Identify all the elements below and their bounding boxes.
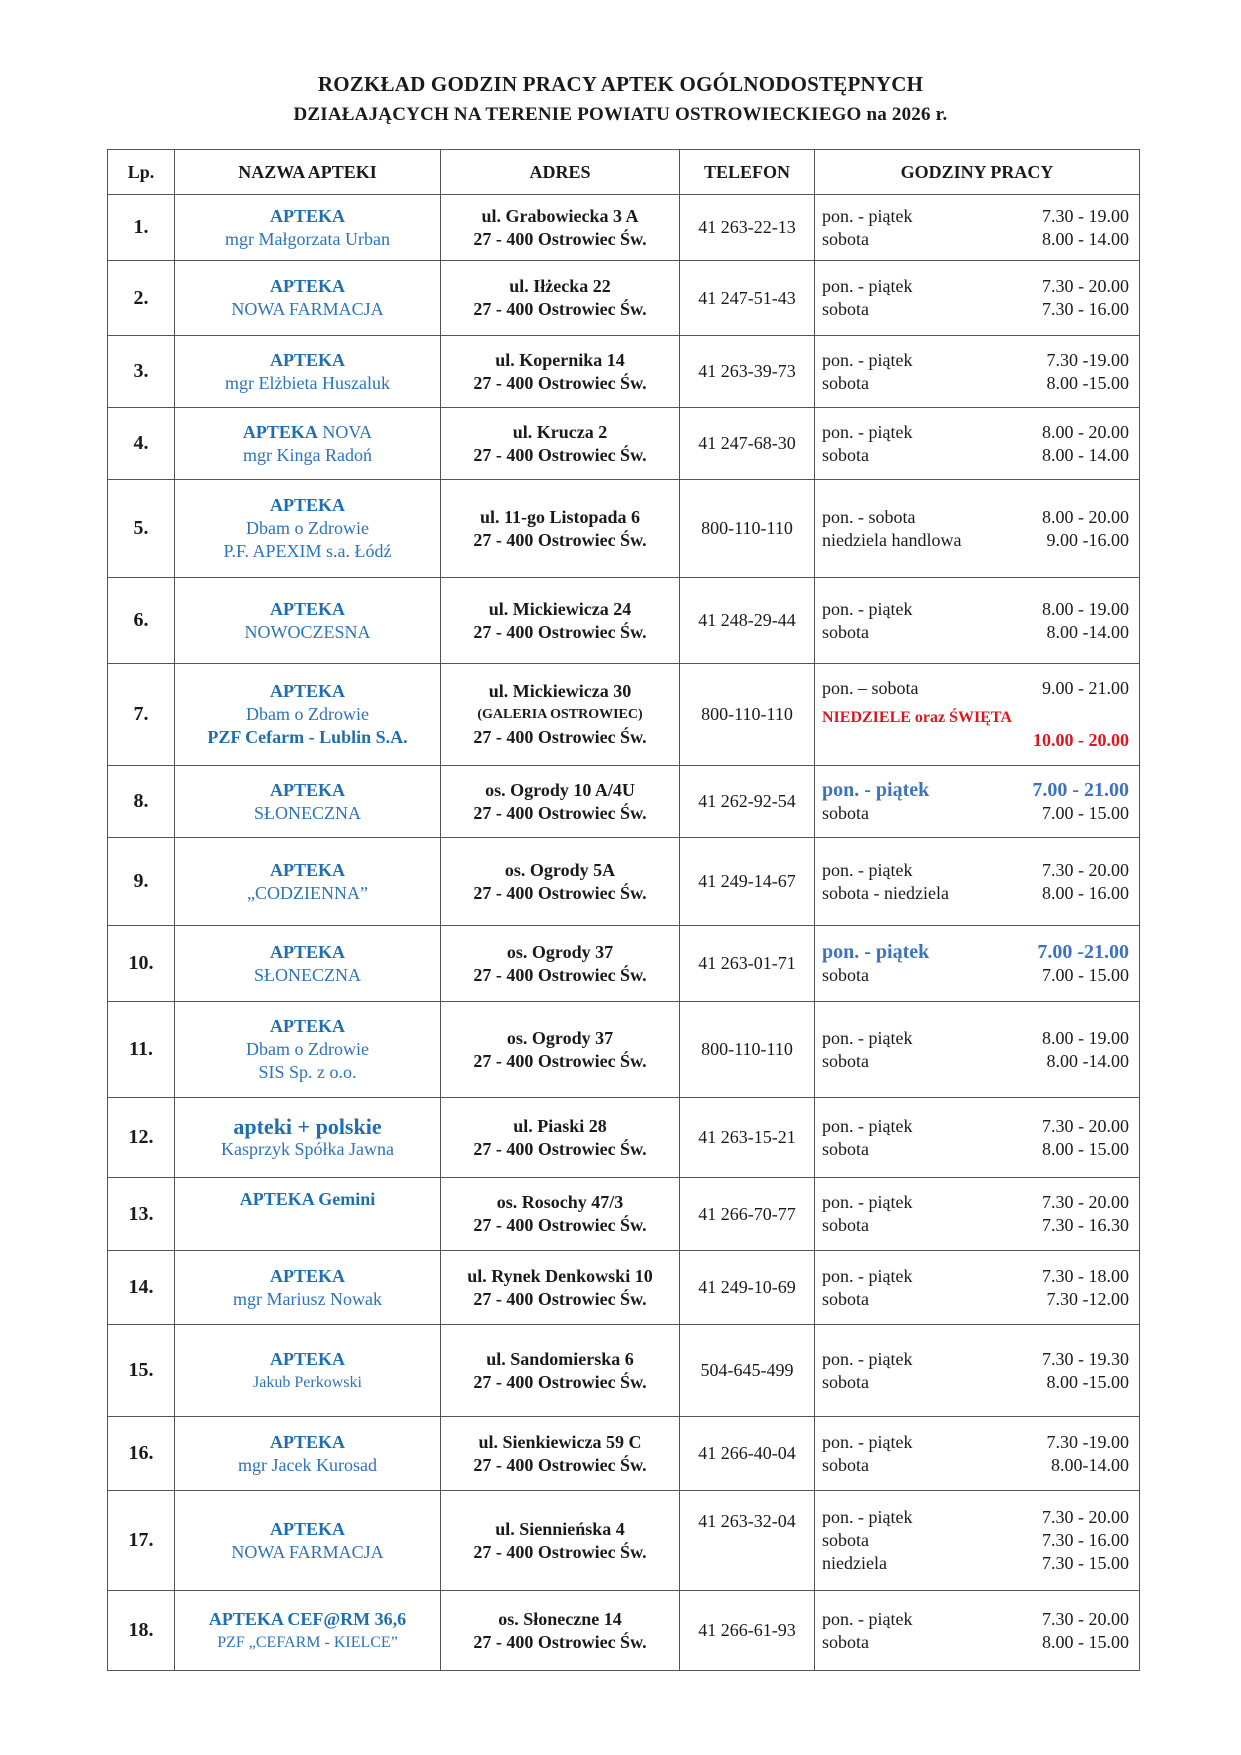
pharmacy-phone: 41 263-22-13	[680, 195, 815, 261]
pharmacy-phone: 41 263-39-73	[680, 336, 815, 408]
address-line: os. Ogrody 37	[506, 1027, 614, 1048]
opening-hours	[815, 480, 1140, 578]
hours-time: 7.30 - 19.30	[1042, 1348, 1129, 1369]
hours-time: 9.00 -16.00	[1046, 529, 1129, 550]
hours-days: sobota	[822, 964, 869, 985]
hours-days: sobota	[822, 1215, 869, 1235]
hours-days: sobota	[822, 802, 869, 823]
name-line: NOWOCZESNA	[244, 621, 371, 642]
hours-time: 8.00 - 14.00	[1042, 228, 1129, 249]
name-line: Dbam o Zdrowie	[246, 518, 369, 538]
hours-time: 7.30 - 20.00	[1042, 1608, 1129, 1629]
address-line: os. Słoneczne 14	[498, 1608, 622, 1629]
address-line: 27 - 400 Ostrowiec Św.	[473, 1050, 647, 1071]
name-line: SIS Sp. z o.o.	[258, 1062, 357, 1082]
hours-time: 7.30 - 20.00	[1042, 276, 1129, 296]
opening-hours	[815, 1417, 1140, 1491]
pharmacy-phone: 41 266-61-93	[680, 1591, 815, 1671]
opening-hours	[815, 1178, 1140, 1251]
hours-days: pon. - piątek	[822, 1115, 913, 1136]
hours-days: sobota	[822, 1631, 869, 1652]
pharmacy-name	[175, 766, 441, 838]
row-number: 3.	[108, 336, 175, 408]
table-header-row	[108, 150, 1140, 195]
address-line: 27 - 400 Ostrowiec Św.	[473, 372, 647, 393]
hours-days: sobota	[822, 228, 869, 249]
pharmacy-name	[175, 664, 441, 766]
hours-days: pon. - piątek	[822, 1192, 913, 1212]
name-line: APTEKA	[269, 1431, 345, 1452]
hours-time: 7.30 - 20.00	[1042, 1115, 1129, 1136]
name-line: Kasprzyk Spółka Jawna	[221, 1138, 394, 1159]
pharmacy-phone: 41 247-51-43	[680, 261, 815, 336]
hours-time: 8.00 - 15.00	[1042, 1138, 1129, 1159]
name-line: APTEKA	[269, 1348, 345, 1369]
pharmacy-name	[175, 1098, 441, 1178]
hours-days: pon. - piątek	[822, 778, 930, 801]
address-line: 27 - 400 Ostrowiec Św.	[473, 964, 647, 985]
opening-hours	[815, 926, 1140, 1002]
hours-days: pon. - piątek	[822, 205, 913, 226]
hours-time: 7.30 - 20.00	[1042, 1507, 1129, 1527]
opening-hours	[815, 578, 1140, 664]
hours-time: 7.30 - 16.00	[1042, 1530, 1129, 1550]
address-line: os. Ogrody 37	[506, 941, 614, 962]
name-line: PZF Cefarm - Lublin S.A.	[207, 727, 408, 747]
name-line: APTEKA	[269, 681, 345, 701]
name-line: mgr Jacek Kurosad	[238, 1454, 377, 1475]
name-line: APTEKA	[269, 1518, 345, 1539]
address-line: ul. Siennieńska 4	[495, 1518, 625, 1539]
pharmacy-name	[175, 1325, 441, 1417]
hours-time: 7.30 -19.00	[1046, 1431, 1129, 1452]
table-row	[108, 1002, 1140, 1098]
pharmacy-address	[441, 1002, 680, 1098]
hours-days: pon. - piątek	[822, 1608, 913, 1629]
pharmacy-phone: 41 266-70-77	[680, 1178, 815, 1251]
opening-hours	[815, 766, 1140, 838]
name-line: Dbam o Zdrowie	[246, 704, 369, 724]
address-line: ul. Krucza 2	[512, 421, 608, 442]
pharmacy-address	[441, 261, 680, 336]
pharmacy-phone: 800-110-110	[680, 480, 815, 578]
hours-time: 8.00 - 16.00	[1042, 882, 1129, 903]
name-line: APTEKA	[269, 276, 345, 296]
address-line: 27 - 400 Ostrowiec Św.	[473, 444, 647, 465]
name-line: mgr Kinga Radoń	[243, 444, 372, 465]
address-line: 27 - 400 Ostrowiec Św.	[473, 1288, 647, 1309]
pharmacy-name	[175, 1251, 441, 1325]
hours-time: 7.00 -21.00	[1037, 940, 1129, 963]
table-row	[108, 766, 1140, 838]
pharmacy-phone: 41 248-29-44	[680, 578, 815, 664]
pharmacy-name	[175, 261, 441, 336]
hours-time: 7.00 - 21.00	[1032, 778, 1129, 801]
address-line: ul. Iłżecka 22	[509, 276, 611, 296]
address-line: os. Ogrody 5A	[504, 859, 616, 880]
address-line: ul. Rynek Denkowski 10	[467, 1265, 653, 1286]
page-subtitle: DZIAŁAJĄCYCH NA TERENIE POWIATU OSTROWIECKIEGO na 2026 r.	[293, 104, 948, 125]
pharmacy-phone: 41 263-01-71	[680, 926, 815, 1002]
pharmacy-name	[175, 1491, 441, 1591]
table-row	[108, 1178, 1140, 1251]
name-line: APTEKA	[269, 1016, 345, 1036]
name-line: „CODZIENNA”	[247, 882, 368, 903]
name-line: APTEKA	[269, 779, 345, 800]
pharmacy-phone: 800-110-110	[680, 664, 815, 766]
hours-days: pon. - piątek	[822, 1265, 913, 1286]
row-number: 13.	[108, 1178, 175, 1251]
hours-days: niedziela handlowa	[822, 529, 962, 550]
pharmacy-address	[441, 480, 680, 578]
address-line: ul. Grabowiecka 3 A	[481, 205, 639, 226]
table-row	[108, 1417, 1140, 1491]
name-line: APTEKA	[269, 349, 345, 370]
opening-hours	[815, 336, 1140, 408]
address-line: 27 - 400 Ostrowiec Św.	[473, 1454, 647, 1475]
hours-time: 7.30 - 19.00	[1042, 205, 1129, 226]
hours-days: pon. - piątek	[822, 1431, 913, 1452]
header-hours: GODZINY PRACY	[815, 150, 1140, 195]
pharmacy-address	[441, 1591, 680, 1671]
table-row	[108, 480, 1140, 578]
address-line: (GALERIA OSTROWIEC)	[477, 707, 643, 722]
page-title: ROZKŁAD GODZIN PRACY APTEK OGÓLNODOSTĘPNYCH	[317, 72, 924, 96]
pharmacy-address	[441, 195, 680, 261]
name-line: mgr Mariusz Nowak	[233, 1288, 382, 1309]
hours-days: sobota	[822, 1050, 869, 1071]
hours-time: 7.30 - 18.00	[1042, 1265, 1129, 1286]
header-name: NAZWA APTEKI	[175, 150, 441, 195]
address-line: 27 - 400 Ostrowiec Św.	[473, 621, 647, 642]
row-number: 4.	[108, 408, 175, 480]
name-line: P.F. APEXIM s.a. Łódź	[223, 541, 392, 561]
pharmacy-phone: 41 262-92-54	[680, 766, 815, 838]
pharmacy-name	[175, 578, 441, 664]
pharmacy-address	[441, 578, 680, 664]
table-row	[108, 926, 1140, 1002]
table-row	[108, 408, 1140, 480]
address-line: 27 - 400 Ostrowiec Św.	[473, 1215, 647, 1235]
name-line: APTEKA	[242, 421, 318, 442]
address-line: 27 - 400 Ostrowiec Św.	[473, 727, 647, 747]
row-number: 8.	[108, 766, 175, 838]
header-address: ADRES	[441, 150, 680, 195]
pharmacy-phone: 800-110-110	[680, 1002, 815, 1098]
pharmacy-name	[175, 408, 441, 480]
pharmacy-phone: 41 266-40-04	[680, 1417, 815, 1491]
row-number: 2.	[108, 261, 175, 336]
hours-time: 8.00 - 14.00	[1042, 444, 1129, 465]
opening-hours	[815, 261, 1140, 336]
table-row	[108, 1098, 1140, 1178]
name-line: NOWA FARMACJA	[231, 299, 384, 319]
address-line: 27 - 400 Ostrowiec Św.	[473, 228, 647, 249]
hours-days: pon. – sobota	[822, 678, 919, 698]
address-line: 27 - 400 Ostrowiec Św.	[473, 1371, 647, 1392]
row-number: 10.	[108, 926, 175, 1002]
row-number: 17.	[108, 1491, 175, 1591]
pharmacy-address	[441, 926, 680, 1002]
hours-time: 8.00-14.00	[1051, 1454, 1129, 1475]
name-line: APTEKA	[269, 941, 345, 962]
hours-days: pon. - piątek	[822, 598, 913, 619]
hours-days: pon. - piątek	[822, 859, 913, 880]
pharmacy-phone: 504-645-499	[680, 1325, 815, 1417]
hours-time: 7.30 - 20.00	[1042, 1192, 1129, 1212]
row-number: 14.	[108, 1251, 175, 1325]
pharmacy-name	[175, 926, 441, 1002]
address-line: 27 - 400 Ostrowiec Św.	[473, 882, 647, 903]
opening-hours	[815, 1251, 1140, 1325]
name-line: APTEKA	[269, 859, 345, 880]
pharmacy-address	[441, 1417, 680, 1491]
address-line: 27 - 400 Ostrowiec Św.	[473, 1541, 647, 1562]
pharmacy-address	[441, 1178, 680, 1251]
opening-hours	[815, 1325, 1140, 1417]
pharmacy-name	[175, 838, 441, 926]
hours-days: pon. - piątek	[822, 276, 913, 296]
header-phone: TELEFON	[680, 150, 815, 195]
name-line: NOWA FARMACJA	[231, 1541, 384, 1562]
table-row	[108, 261, 1140, 336]
table-row	[108, 195, 1140, 261]
pharmacy-address	[441, 664, 680, 766]
pharmacy-phone: 41 249-10-69	[680, 1251, 815, 1325]
hours-time: 8.00 - 19.00	[1042, 598, 1129, 619]
opening-hours	[815, 195, 1140, 261]
hours-time: 7.00 - 15.00	[1042, 964, 1129, 985]
table-row	[108, 578, 1140, 664]
pharmacy-name	[175, 1178, 441, 1251]
row-number: 11.	[108, 1002, 175, 1098]
pharmacy-name	[175, 195, 441, 261]
hours-days: sobota	[822, 1530, 869, 1550]
row-number: 6.	[108, 578, 175, 664]
name-line: NOVA	[317, 421, 373, 442]
name-line: mgr Elżbieta Huszaluk	[225, 372, 390, 393]
hours-days: sobota	[822, 299, 869, 319]
address-line: 27 - 400 Ostrowiec Św.	[473, 299, 647, 319]
name-line: APTEKA	[269, 205, 345, 226]
table-row	[108, 1491, 1140, 1591]
address-line: os. Ogrody 10 A/4U	[485, 779, 635, 800]
pharmacy-name	[175, 1002, 441, 1098]
address-line: 27 - 400 Ostrowiec Św.	[473, 1631, 647, 1652]
hours-time: 10.00 - 20.00	[1033, 730, 1129, 750]
pharmacy-address	[441, 1325, 680, 1417]
pharmacy-name	[175, 1591, 441, 1671]
name-line: APTEKA Gemini	[239, 1189, 376, 1209]
hours-days: sobota - niedziela	[822, 882, 949, 903]
header-lp: Lp.	[108, 150, 175, 195]
name-line: apteki + polskie	[233, 1113, 382, 1139]
row-number: 18.	[108, 1591, 175, 1671]
hours-time: 8.00 -15.00	[1046, 372, 1129, 393]
address-line: ul. 11-go Listopada 6	[479, 506, 641, 527]
address-line: ul. Kopernika 14	[495, 349, 625, 370]
hours-days: sobota	[822, 1288, 869, 1309]
table-row	[108, 664, 1140, 766]
row-number: 7.	[108, 664, 175, 766]
hours-days: pon. - piątek	[822, 349, 913, 370]
pharmacy-address	[441, 766, 680, 838]
hours-time: 8.00 - 15.00	[1042, 1631, 1129, 1652]
hours-time: 7.30 -12.00	[1046, 1288, 1129, 1309]
pharmacy-address	[441, 408, 680, 480]
hours-days: NIEDZIELE oraz ŚWIĘTA	[822, 709, 1012, 726]
pharmacy-name	[175, 336, 441, 408]
name-line: Dbam o Zdrowie	[246, 1039, 369, 1059]
pharmacy-phone: 41 247-68-30	[680, 408, 815, 480]
hours-days: pon. - piątek	[822, 1348, 913, 1369]
address-line: 27 - 400 Ostrowiec Św.	[473, 529, 647, 550]
hours-time: 7.30 -19.00	[1046, 349, 1129, 370]
hours-days: niedziela	[822, 1553, 887, 1573]
hours-time: 7.30 - 16.30	[1042, 1215, 1129, 1235]
row-number: 5.	[108, 480, 175, 578]
hours-time: 8.00 - 20.00	[1042, 421, 1129, 442]
table-row	[108, 1251, 1140, 1325]
pharmacy-phone: 41 249-14-67	[680, 838, 815, 926]
row-number: 16.	[108, 1417, 175, 1491]
row-number: 15.	[108, 1325, 175, 1417]
name-line: APTEKA CEF@RM 36,6	[208, 1608, 407, 1629]
name-line: APTEKA	[269, 1265, 345, 1286]
address-line: 27 - 400 Ostrowiec Św.	[473, 802, 647, 823]
hours-days: sobota	[822, 444, 869, 465]
address-line: ul. Mickiewicza 24	[488, 598, 632, 619]
opening-hours	[815, 1098, 1140, 1178]
table-row	[108, 838, 1140, 926]
name-line: SŁONECZNA	[254, 802, 361, 823]
opening-hours	[815, 838, 1140, 926]
address-line: ul. Mickiewicza 30	[488, 681, 632, 701]
hours-time: 7.00 - 15.00	[1042, 802, 1129, 823]
row-number: 1.	[108, 195, 175, 261]
pharmacy-address	[441, 1251, 680, 1325]
hours-days: pon. - sobota	[822, 506, 916, 527]
hours-days: pon. - piątek	[822, 1507, 913, 1527]
table-row	[108, 1591, 1140, 1671]
hours-time: 8.00 -14.00	[1046, 1050, 1129, 1071]
pharmacy-name	[175, 1417, 441, 1491]
hours-days: sobota	[822, 1138, 869, 1159]
hours-time: 7.30 - 15.00	[1042, 1553, 1129, 1573]
pharmacy-address	[441, 1491, 680, 1591]
row-number: 12.	[108, 1098, 175, 1178]
name-line: mgr Małgorzata Urban	[225, 228, 390, 249]
address-line: ul. Sandomierska 6	[486, 1348, 634, 1369]
pharmacy-address	[441, 838, 680, 926]
table-row	[108, 336, 1140, 408]
address-line: os. Rosochy 47/3	[496, 1192, 624, 1212]
hours-days: pon. - piątek	[822, 421, 913, 442]
hours-time: 8.00 - 19.00	[1042, 1027, 1129, 1048]
hours-time: 7.30 - 16.00	[1042, 299, 1129, 319]
opening-hours	[815, 1002, 1140, 1098]
hours-days: pon. - piątek	[822, 940, 930, 963]
opening-hours	[815, 664, 1140, 766]
hours-time: 8.00 -15.00	[1046, 1371, 1129, 1392]
opening-hours	[815, 408, 1140, 480]
pharmacy-address	[441, 336, 680, 408]
row-number: 9.	[108, 838, 175, 926]
pharmacy-address	[441, 1098, 680, 1178]
name-line: SŁONECZNA	[254, 964, 361, 985]
hours-days: sobota	[822, 621, 869, 642]
table-row	[108, 1325, 1140, 1417]
hours-days: sobota	[822, 372, 869, 393]
hours-time: 7.30 - 20.00	[1042, 859, 1129, 880]
hours-time: 9.00 - 21.00	[1042, 678, 1129, 698]
address-line: 27 - 400 Ostrowiec Św.	[473, 1138, 647, 1159]
pharmacy-phone: 41 263-15-21	[680, 1098, 815, 1178]
opening-hours	[815, 1591, 1140, 1671]
hours-days: sobota	[822, 1454, 869, 1475]
pharmacy-phone: 41 263-32-04	[680, 1491, 815, 1591]
address-line: ul. Piaski 28	[513, 1115, 607, 1136]
hours-days: sobota	[822, 1371, 869, 1392]
pharmacy-name	[175, 480, 441, 578]
hours-time: 8.00 -14.00	[1046, 621, 1129, 642]
name-line: APTEKA	[269, 495, 345, 515]
opening-hours	[815, 1491, 1140, 1591]
name-line: PZF „CEFARM - KIELCE”	[217, 1633, 398, 1651]
name-line: Jakub Perkowski	[253, 1373, 362, 1391]
pharmacy-table	[107, 149, 1140, 1671]
address-line: ul. Sienkiewicza 59 C	[478, 1431, 642, 1452]
hours-time: 8.00 - 20.00	[1042, 506, 1129, 527]
name-line: APTEKA	[269, 598, 345, 619]
hours-days: pon. - piątek	[822, 1027, 913, 1048]
